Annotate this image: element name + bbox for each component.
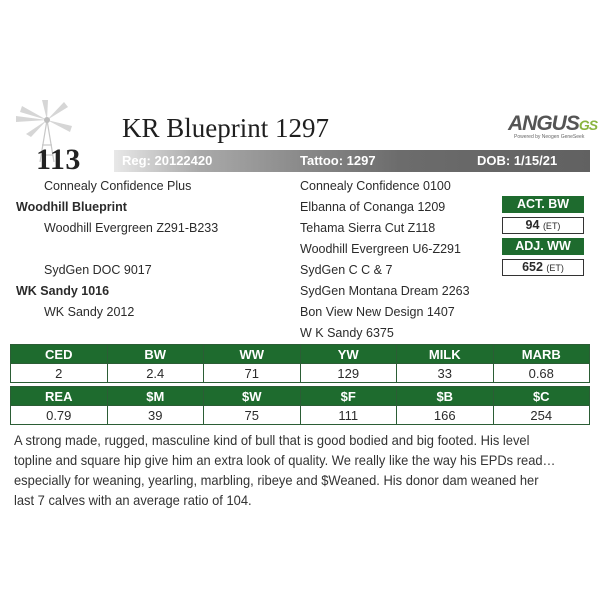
logo-text: ANGUSGS <box>508 112 598 135</box>
lot-number: 113 <box>36 143 81 176</box>
epd-header: REA <box>11 387 108 406</box>
pedigree-ancestor: Bon View New Design 1407 <box>300 305 455 319</box>
epd-value: 39 <box>107 406 204 425</box>
epd-header: CED <box>11 345 108 364</box>
pedigree-sire-dam: Woodhill Evergreen Z291-B233 <box>44 221 219 235</box>
epd-value: 2 <box>11 364 108 383</box>
epd-value: 71 <box>204 364 301 383</box>
adj-ww-value: 652 (ET) <box>502 259 584 276</box>
epd-value: 75 <box>204 406 301 425</box>
pedigree-sire: Woodhill Blueprint <box>16 200 127 214</box>
epd-value: 129 <box>300 364 397 383</box>
pedigree-ancestor: W K Sandy 6375 <box>300 326 394 340</box>
pedigree-ancestor: SydGen C C & 7 <box>300 263 393 277</box>
pedigree-ancestor: Woodhill Evergreen U6-Z291 <box>300 242 461 256</box>
adj-ww-label: ADJ. WW <box>502 238 584 255</box>
epd-value: 2.4 <box>107 364 204 383</box>
epd-table-indexes <box>10 386 590 425</box>
epd-header: $M <box>107 387 204 406</box>
epd-header: MILK <box>397 345 494 364</box>
angus-gs-logo <box>492 106 598 142</box>
epd-value: 33 <box>397 364 494 383</box>
epd-header: BW <box>107 345 204 364</box>
epd-header: $F <box>300 387 397 406</box>
act-bw-label: ACT. BW <box>502 196 584 213</box>
act-bw-value: 94 (ET) <box>502 217 584 234</box>
registration-number: Reg: 20122420 <box>122 153 213 168</box>
animal-name: KR Blueprint 1297 <box>122 113 329 143</box>
date-of-birth: DOB: 1/15/21 <box>477 153 558 168</box>
tattoo: Tattoo: 1297 <box>300 153 376 168</box>
epd-value: 111 <box>300 406 397 425</box>
epd-value: 254 <box>493 406 590 425</box>
epd-header: $B <box>397 387 494 406</box>
pedigree-dam: WK Sandy 1016 <box>16 284 110 298</box>
pedigree-ancestor: Elbanna of Conanga 1209 <box>300 200 446 214</box>
info-bar <box>114 150 590 172</box>
pedigree-ancestor: Connealy Confidence 0100 <box>300 179 451 193</box>
epd-header: WW <box>204 345 301 364</box>
pedigree-dam-sire: SydGen DOC 9017 <box>44 263 152 277</box>
pedigree-sire-sire: Connealy Confidence Plus <box>44 179 192 193</box>
description: A strong made, rugged, masculine kind of bull that is good bodied and big footed. His level topline and square hip give him an extra look of quality. We really like the way his EPDs read…especially for weaning, yearling, marbling, ribeye and $Weaned. His donor dam weaned her last 7 calves with an average ratio of 104. <box>14 433 556 508</box>
epd-header: YW <box>300 345 397 364</box>
epd-header: $C <box>493 387 590 406</box>
epd-value: 166 <box>397 406 494 425</box>
epd-value: 0.79 <box>11 406 108 425</box>
logo-tagline: Powered by Neogen GeneSeek <box>514 134 585 140</box>
epd-table-traits <box>10 344 590 383</box>
pedigree-dam-dam: WK Sandy 2012 <box>44 305 135 319</box>
pedigree-ancestor: SydGen Montana Dream 2263 <box>300 284 470 298</box>
pedigree-ancestor: Tehama Sierra Cut Z118 <box>300 221 436 235</box>
epd-header: $W <box>204 387 301 406</box>
epd-header: MARB <box>493 345 590 364</box>
epd-value: 0.68 <box>493 364 590 383</box>
